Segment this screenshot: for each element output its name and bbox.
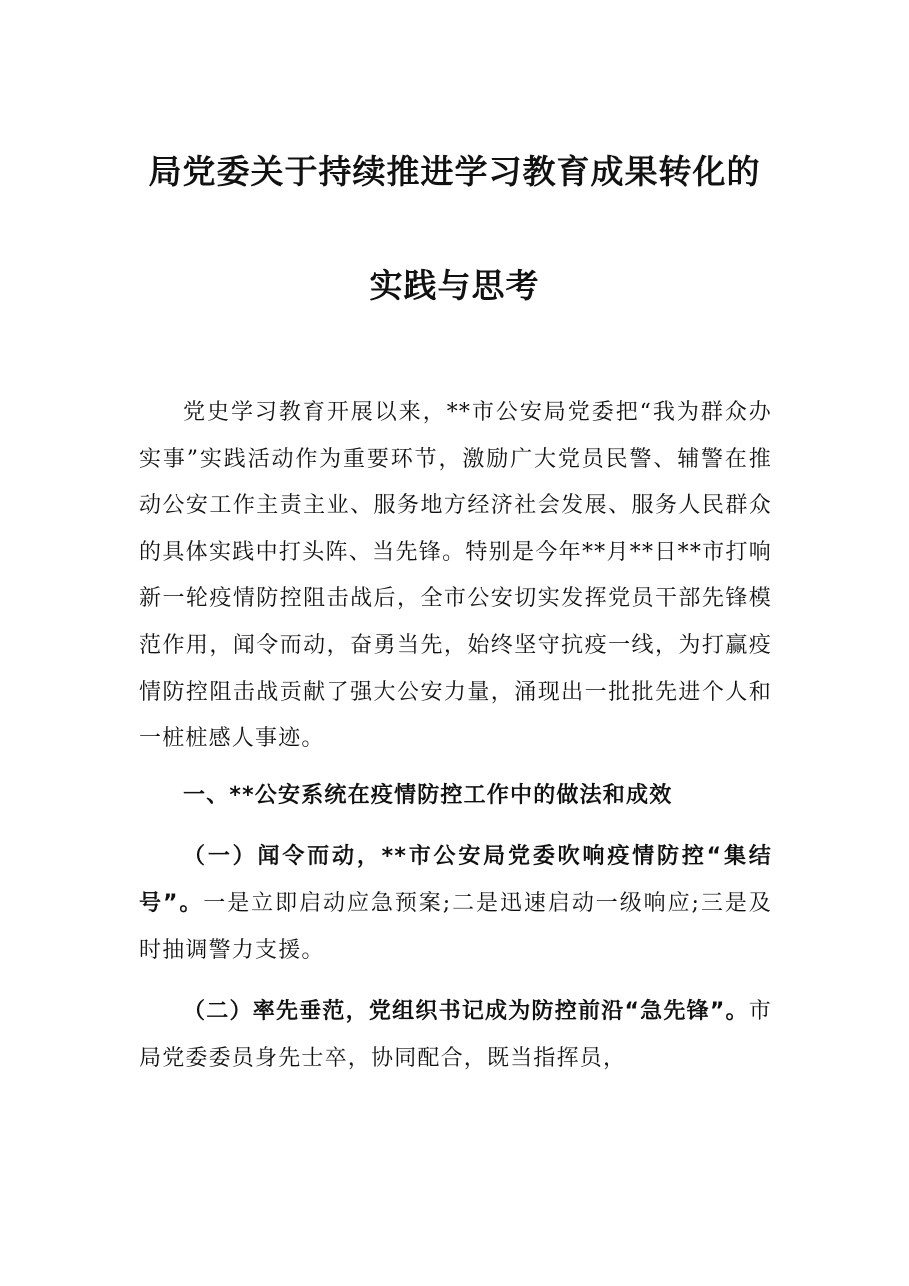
item-1-paragraph bbox=[139, 833, 772, 974]
item-1-lead: （一）闻令而动，**市公安局党委吹响疫情防控“集结号”。 bbox=[139, 844, 772, 917]
item-2-paragraph bbox=[139, 988, 772, 1082]
document-title-line-1: 局党委关于持续推进学习教育成果转化的 bbox=[148, 152, 761, 191]
document-title-line-2: 实践与思考 bbox=[369, 266, 540, 305]
item-2-lead: （二）率先垂范，党组织书记成为防控前沿“急先锋”。 bbox=[183, 999, 749, 1025]
item-1-text: 一是立即启动应急预案;二是迅速启动一级响应;三是及时抽调警力支援。 bbox=[139, 891, 772, 964]
intro-paragraph: 党史学习教育开展以来，**市公安局党委把“我为群众办实事”实践活动作为重要环节，激励广大党员民警、辅警在推动公安工作主责主业、服务地方经济社会发展、服务人民群众的具体实践中打头阵、当先锋。特别是今年**月**日**市打响新一轮疫情防控阻击战后，全市公安切实发挥党员干部先锋模范作用，闻令而动，奋勇当先，始终坚守抗疫一线，为打赢疫情防控阻击战贡献了强大公安力量，涌现出一批批先进个人和一桩桩感人事迹。 bbox=[139, 400, 772, 752]
item-2-text: 市局党委委员身先士卒，协同配合，既当指挥员， bbox=[139, 999, 772, 1072]
document-body bbox=[139, 390, 772, 1082]
section-1-heading: 一、**公安系统在疫情防控工作中的做法和成效 bbox=[183, 782, 673, 808]
